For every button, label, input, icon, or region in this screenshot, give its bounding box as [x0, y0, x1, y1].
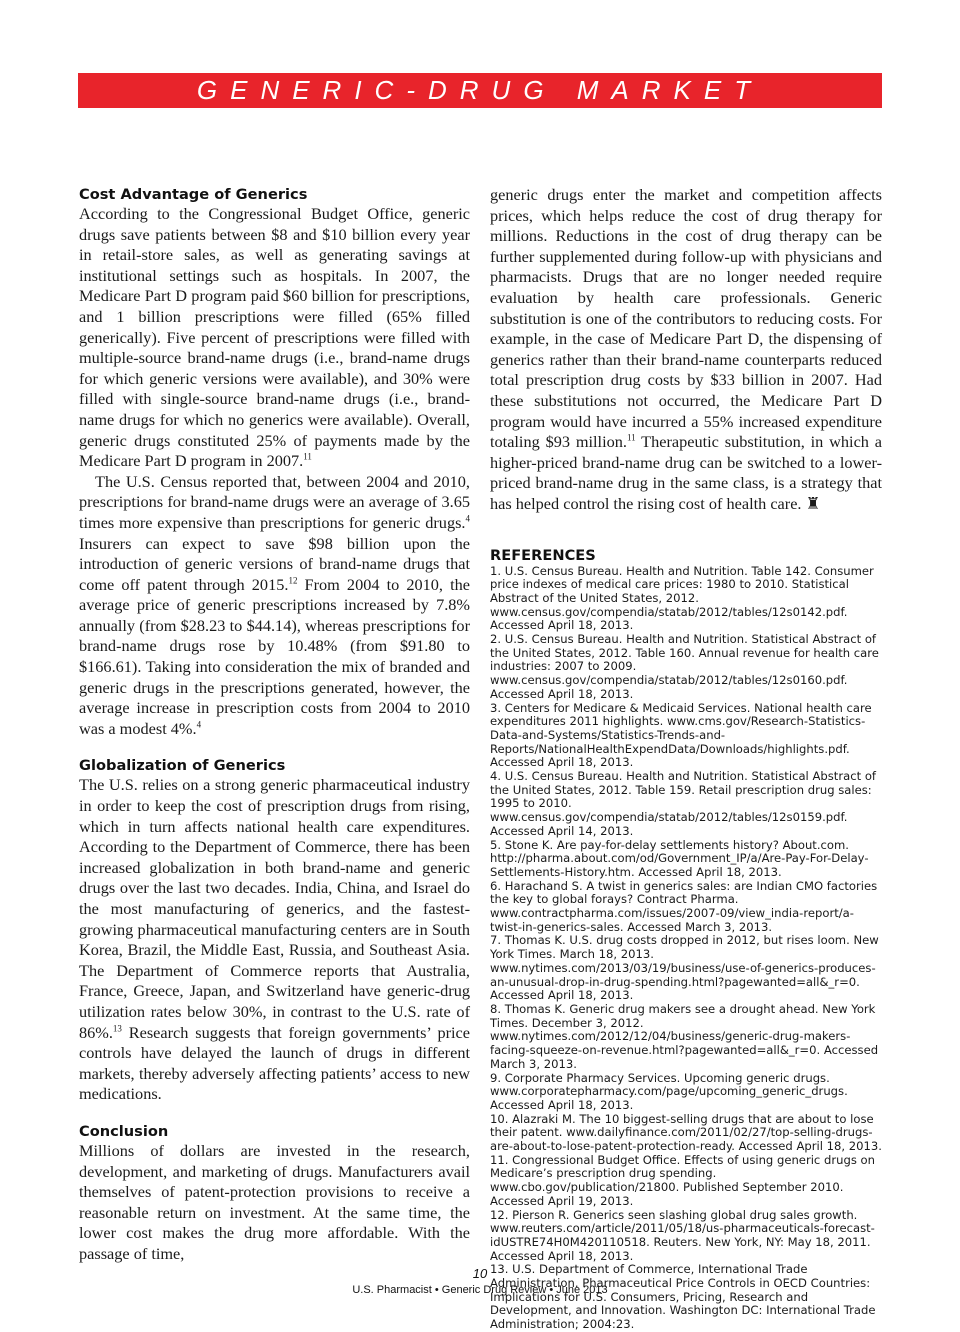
reference-item: 6. Harachand S. A twist in generics sales: are Indian CMO factories the key to global forays? Contract Pharma. www.contractpharma.com/issues/2007-09/view_india-report/a-twist-in-generics-sales. Accessed March 3, 2013.	[490, 878, 878, 934]
cost-p1-text: According to the Congressional Budget Office, generic drugs save patients between $8 and $10 billion every year in retail-store sales, as well as generating savings at institutional settings such as hospitals. In 2007, the Medicare Part D program paid $60 billion for prescriptions, and 1 billion prescriptions were filled (65% filled generically). Five percent of prescriptions were filled with multiple-source brand-name drugs (i.e., brand-name drugs for which generic versions were available), and 30% were filled with single-source brand-name drugs (i.e., brand-name drugs for which no generics were available). Overall, generic drugs constituted 25% of payments made by the Medicare Part D program in 2007.	[79, 204, 470, 471]
cost-p2a-text: The U.S. Census reported that, between 2004 and 2010, prescriptions for brand-name drugs were an average of 3.65 times more expensive than prescriptions for generic drugs.	[79, 471, 470, 532]
right-column	[490, 185, 882, 1332]
reference-item: 8. Thomas K. Generic drug makers see a drought ahead. New York Times. December 3, 2012. www.nytimes.com/2012/12/04/business/generic-drug-makers-facing-squeeze-on-revenue.html?pagewanted=all&_r=0. Accessed March 3, 2013.	[490, 1002, 879, 1071]
footnote-ref: 13	[112, 1023, 122, 1034]
reference-item: 11. Congressional Budget Office. Effects of using generic drugs on Medicare’s prescription drug spending. www.cbo.gov/publication/21800. Published September 2010. Accessed April 19, 2013.	[490, 1152, 875, 1208]
page-number: 10	[472, 1266, 488, 1281]
reference-item: 5. Stone K. Are pay-for-delay settlements history? About.com. http://pharma.about.com/od/Government_IP/a/Are-Pay-For-Delay-Settlements-History.htm. Accessed April 18, 2013.	[490, 837, 869, 879]
footnote-ref: 11	[626, 432, 636, 443]
reference-item: 10. Alazraki M. The 10 biggest-selling drugs that are about to lose their patent. www.dailyfinance.com/2011/02/27/top-selling-drugs-are-about-to-lose-patent-protection-ready. Accessed April 18, 2013.	[490, 1111, 882, 1154]
publication-footer: U.S. Pharmacist • Generic Drug Review • June 2013	[352, 1284, 608, 1296]
reference-item: 12. Pierson R. Generics seen slashing global drug sales growth. www.reuters.com/article/2011/05/18/us-pharmaceuticals-forecast-idUSTRE74H0M420110518. Reuters. New York, NY: May 18, 2011. Accessed April 18, 2013.	[490, 1207, 875, 1263]
global-p1a-text: The U.S. relies on a strong generic pharmaceutical industry in order to keep the cost of prescription drugs from rising, which in turn affects national health care expenditures. According to the Department of Commerce, there has been increased globalization in both brand-name and generic drugs over the last two decades. India, China, and Israel do the most manufacturing of generics, and the fastest-growing pharmaceutical manufacturing centers are in South Korea, Brazil, the Middle East, Russia, and Southeast Asia. The Department of Commerce reports that Australia, France, Greece, Japan, and Switzerland have generic-drug utilization rates below 30%, in contrast to the U.S. rate of 86%.	[79, 775, 470, 1042]
reference-item: 2. U.S. Census Bureau. Health and Nutrition. Statistical Abstract of the United States, 2012. Table 160. Annual revenue for health care industries: 2007 to 2009. www.census.gov/compendia/statab/2012/tables/12s0160.pdf. Accessed April 18, 2013.	[490, 632, 879, 701]
conclusion-p2b-text: Therapeutic substitution, in which a higher-priced brand-name drug can be switched to a lower-priced brand-name drug in the same class, is a strategy that has helped control the rising cost of health care. ♜	[490, 432, 882, 513]
footnote-ref: 11	[303, 451, 312, 462]
heading-conclusion: Conclusion	[79, 1122, 169, 1140]
footnote-ref: 12	[288, 575, 298, 586]
conclusion-p2a-text: generic drugs enter the market and competition affects prices, which helps reduce the cost of drug therapy for millions. Reductions in the cost of drug therapy can be further supplemented during follow-up with physicians and pharmacists. Drugs that are no longer needed require evaluation by health care professionals. Generic substitution is one of the contributors to reducing costs. For example, in the case of Medicare Part D, the dispensing of generics rather than their brand-name counterparts reduced total prescription drug costs by $33 billion in 2007. Had these substitutions not occurred, the Medicare Part D program would have incurred a 55% increased expenditure totaling $93 million.	[490, 185, 882, 452]
references-list	[490, 565, 882, 1332]
reference-item: 4. U.S. Census Bureau. Health and Nutrition. Statistical Abstract of the United States, 2012. Table 159. Retail prescription drug sales: 1995 to 2010. www.census.gov/compendia/statab/2012/tables/12s0159.pdf. Accessed April 14, 2013.	[490, 769, 876, 838]
heading-globalization: Globalization of Generics	[79, 757, 286, 775]
global-paragraph	[79, 775, 470, 1105]
reference-item: 13. U.S. Department of Commerce, International Trade Administration. Pharmaceutical Price Controls in OECD Countries: Implications for U.S. Consumers, Pricing, Research and Development, and Innovation. Washington DC: International Trade Administration; 2004:23.	[490, 1262, 876, 1332]
heading-cost-advantage: Cost Advantage of Generics	[79, 186, 308, 203]
left-column	[79, 185, 470, 1265]
cost-paragraph-2	[79, 472, 470, 740]
footnote-ref: 4	[465, 513, 470, 524]
conclusion-paragraph-2	[490, 185, 882, 515]
cost-p2b-text: Insurers can expect to save $98 billion upon the introduction of generic versions of brand-name drugs that come off patent through 2015.	[79, 533, 470, 594]
reference-item: 3. Centers for Medicare & Medicaid Services. National health care expenditures 2011 highlights. www.cms.gov/Research-Statistics-Data-and-Systems/Statistics-Trends-and-Reports/NationalHealthExpendData/Downloads/highlights.pdf. Accessed April 18, 2013.	[490, 700, 872, 770]
reference-item: 1. U.S. Census Bureau. Health and Nutrition. Table 142. Consumer price indexes of medical care prices: 1980 to 2010. Statistical Abstract of the United States, 2012. www.census.gov/compendia/statab/2012/tables/12s0142.pdf. Accessed April 18, 2013.	[490, 563, 874, 633]
section-banner: GENERIC-DRUG MARKET	[78, 73, 882, 108]
references-heading: REFERENCES	[490, 546, 596, 564]
footnote-ref: 4	[196, 719, 202, 730]
cost-p2c-text: From 2004 to 2010, the average price of generic prescriptions increased by 7.8% annually (from $28.23 to $44.14), whereas prescriptions for brand-name drugs rose by 10.48% (from $91.80 to $166.61). Taking into consideration the mix of branded and generic drugs in the prescriptions generated, however, the average increase in prescription costs from 2004 to 2010 was a modest 4%.	[79, 574, 470, 738]
cost-paragraph-1	[79, 204, 470, 472]
reference-item: 9. Corporate Pharmacy Services. Upcoming generic drugs. www.corporatepharmacy.com/page/upcoming_generic_drugs. Accessed April 18, 2013.	[490, 1070, 848, 1112]
global-p1b-text: Research suggests that foreign governments’ price controls have delayed the launch of drugs in different markets, thereby adversely affecting patients’ access to new medications.	[79, 1022, 470, 1104]
conclusion-paragraph-1: Millions of dollars are invested in the research, development, and marketing of drugs. Manufacturers avail themselves of patent-protection provisions to receive a reasonable return on investment. At the same time, the lower cost makes the drug more affordable. With the passage of time,	[79, 1140, 470, 1263]
reference-item: 7. Thomas K. U.S. drug costs dropped in 2012, but rises loom. New York Times. March 18, 2013. www.nytimes.com/2013/03/19/business/use-of-generics-produces-an-unusual-drop-in-drug-spending.html?pagewanted=all&_r=0. Accessed April 18, 2013.	[490, 933, 879, 1003]
